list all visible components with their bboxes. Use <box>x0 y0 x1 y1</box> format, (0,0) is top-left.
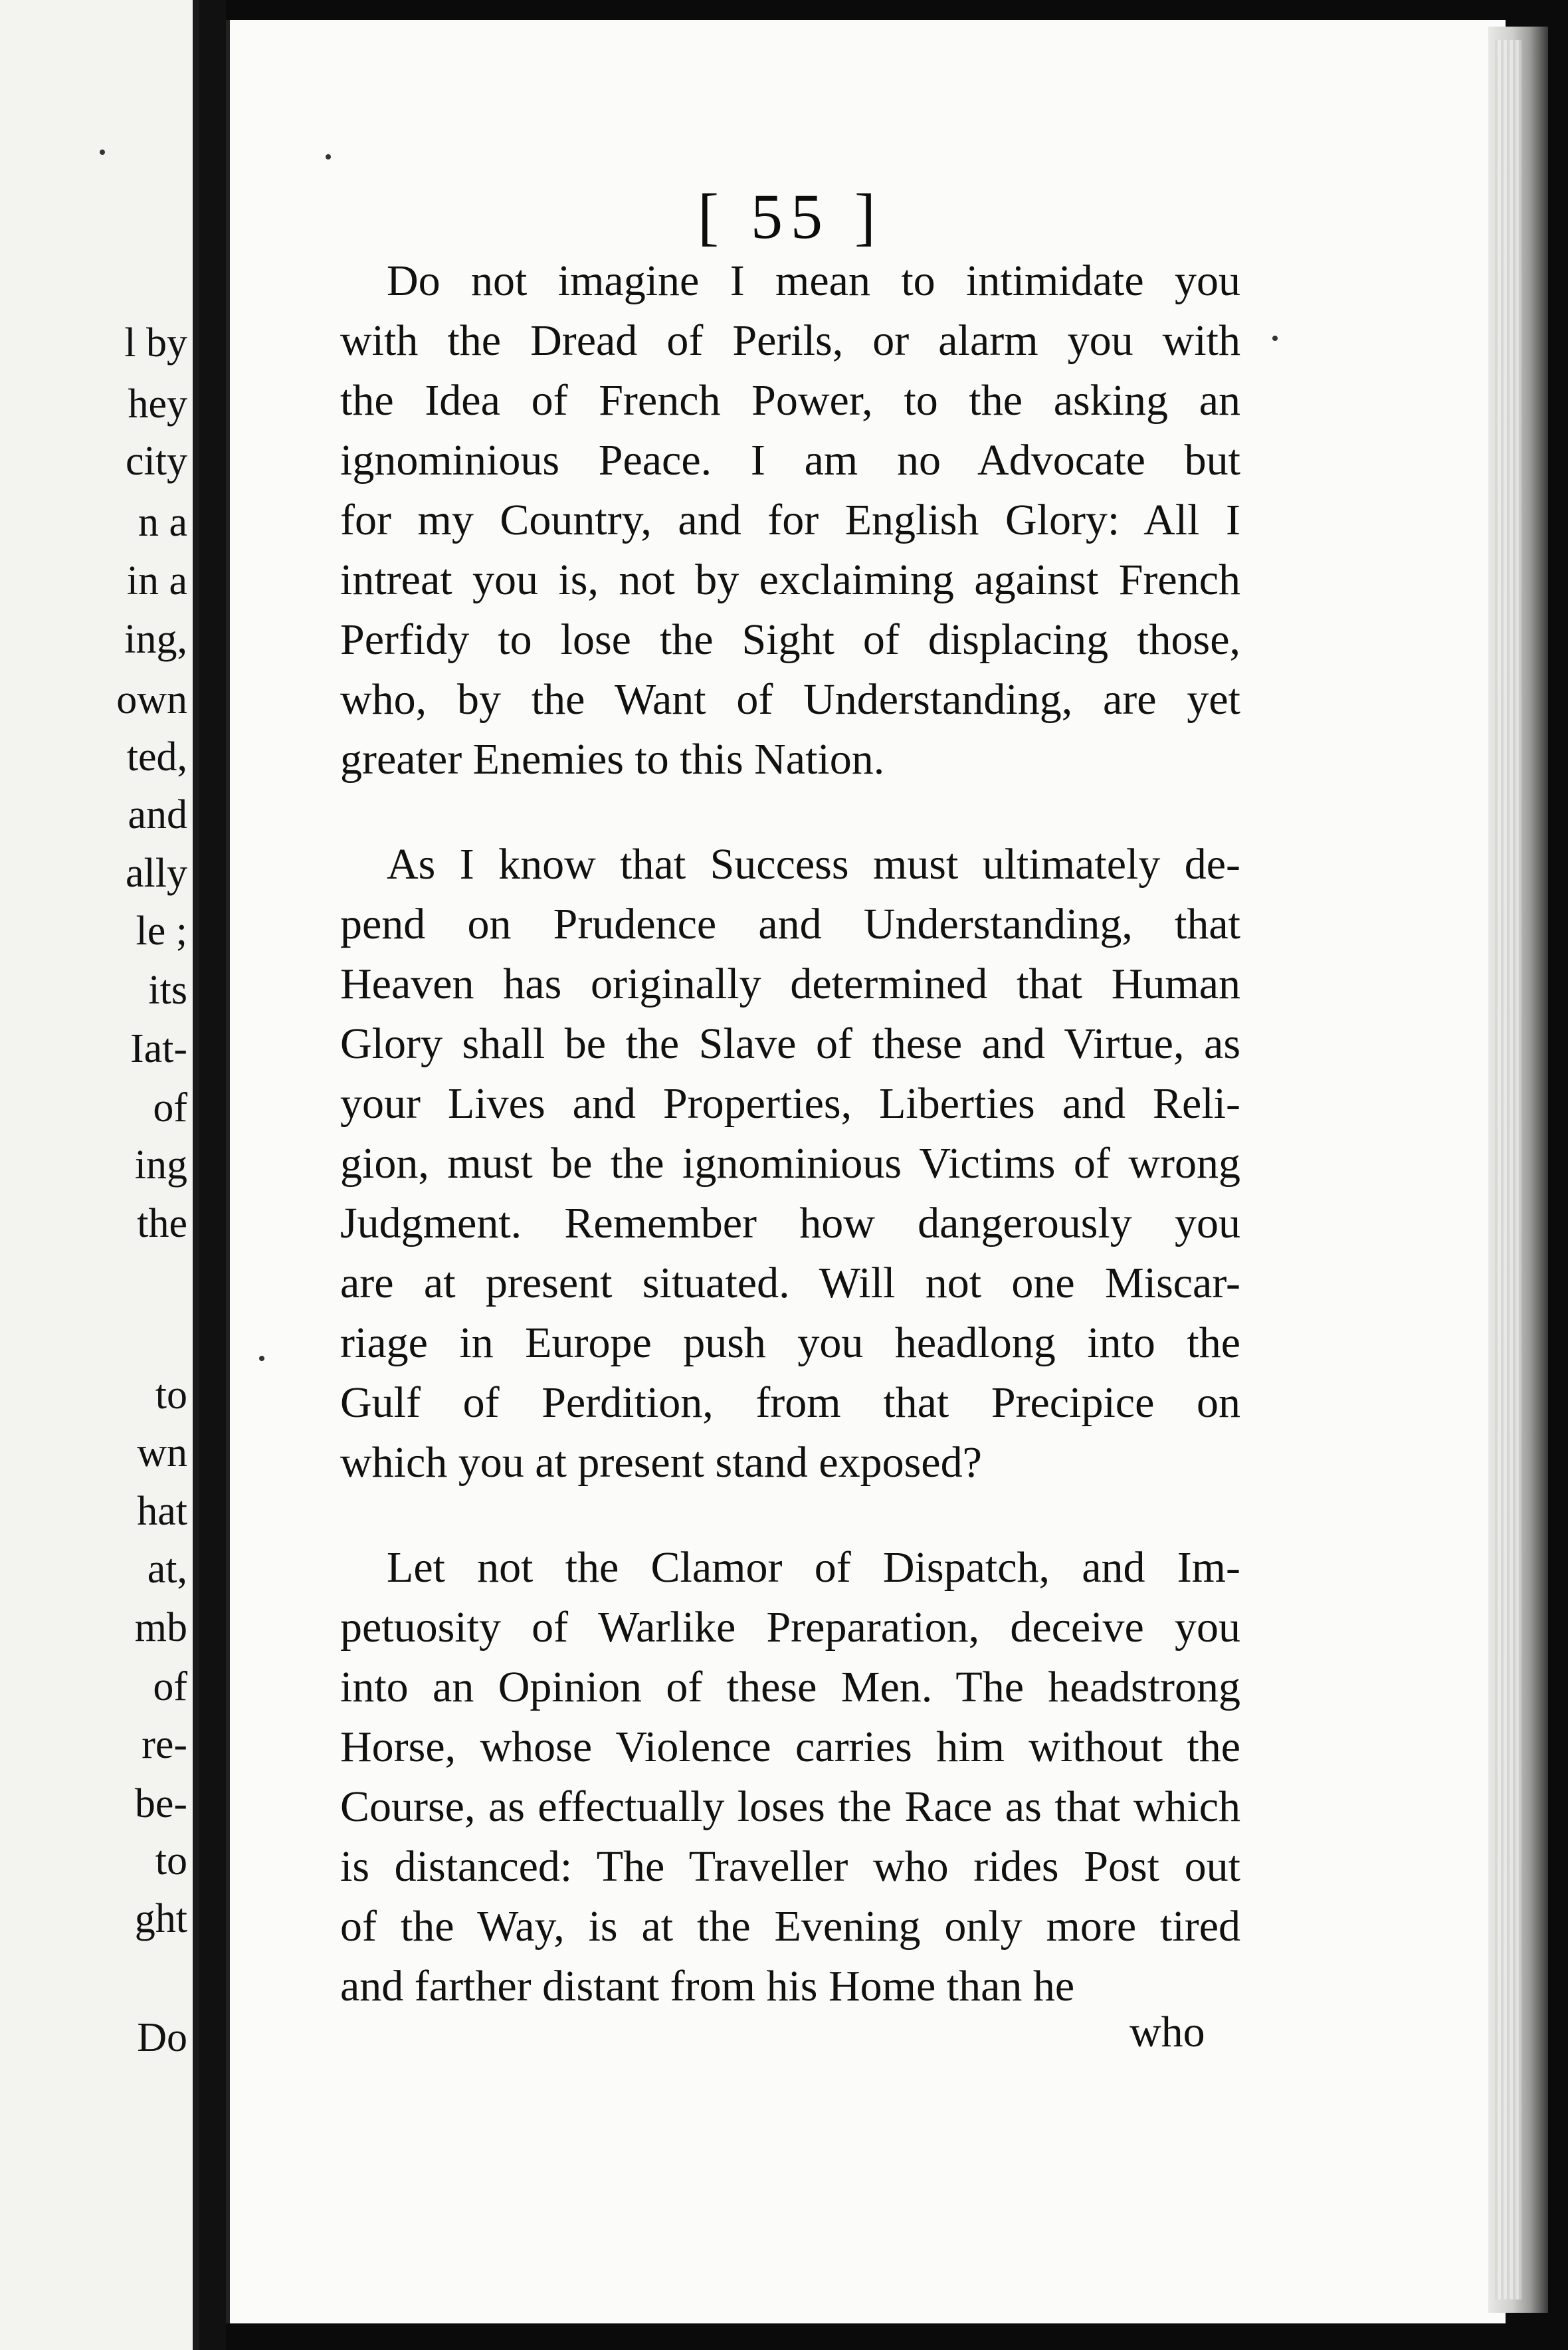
text-line: As I know that Success must ultimately de- <box>387 840 1240 889</box>
text-line: who, by the Want of Understanding, are yet <box>340 675 1240 724</box>
previous-page-fragment: to <box>155 1372 187 1418</box>
text-line: Gulf of Perdition, from that Precipice on <box>340 1378 1240 1427</box>
text-line: Let not the Clamor of Dispatch, and Im- <box>387 1543 1240 1592</box>
previous-page-fragment: of <box>153 1085 187 1130</box>
text-line: of the Way, is at the Evening only more tired <box>340 1902 1240 1951</box>
body-text <box>340 251 1240 2016</box>
page-stack-lines <box>1495 40 1521 2299</box>
binding-gutter <box>199 0 226 2350</box>
previous-page-fragment: to <box>155 1838 187 1883</box>
text-line: ignominious Peace. I am no Advocate but <box>340 436 1240 484</box>
catchword: who <box>1129 2008 1205 2056</box>
text-line: riage in Europe push you headlong into the <box>340 1319 1240 1367</box>
text-line: gion, must be the ignominious Victims of wrong <box>340 1139 1240 1188</box>
previous-page-fragment: hat <box>137 1489 187 1534</box>
ink-speck <box>1272 336 1278 341</box>
previous-page-fragment: ing <box>134 1142 187 1188</box>
previous-page-fragment: le ; <box>136 908 187 954</box>
ink-speck <box>326 154 331 160</box>
previous-page-fragment: mb <box>134 1605 187 1650</box>
text-line: Do not imagine I mean to intimidate you <box>387 257 1240 305</box>
text-line: with the Dread of Perils, or alarm you with <box>340 316 1240 365</box>
previous-page-fragment: city <box>126 439 187 484</box>
previous-page-fragment: at, <box>147 1547 187 1592</box>
text-line: the Idea of French Power, to the asking an <box>340 376 1240 425</box>
text-line: Perfidy to lose the Sight of displacing those, <box>340 615 1240 664</box>
previous-page-fragment: ght <box>134 1896 187 1941</box>
previous-page-fragment: wn <box>137 1430 187 1475</box>
previous-page-fragment: re- <box>142 1722 187 1767</box>
previous-page-fragment: hey <box>128 381 187 427</box>
previous-page-fragment: Do <box>137 2015 187 2060</box>
ink-speck <box>259 1356 264 1361</box>
text-line: are at present situated. Will not one Miscar- <box>340 1259 1240 1307</box>
paragraph <box>340 1538 1240 2016</box>
previous-page-fragment: n a <box>138 500 187 545</box>
previous-page-fragment: l by <box>124 320 187 366</box>
previous-page-fragment: own <box>116 677 187 722</box>
text-line: for my Country, and for English Glory: All I <box>340 496 1240 544</box>
text-line: pend on Prudence and Understanding, that <box>340 900 1240 948</box>
text-line: intreat you is, not by exclaiming against French <box>340 556 1240 604</box>
text-line: Glory shall be the Slave of these and Virtue, as <box>340 1019 1240 1068</box>
text-line: petuosity of Warlike Preparation, deceive you <box>340 1603 1240 1652</box>
previous-page-fragment: in a <box>126 558 187 603</box>
text-line: greater Enemies to this Nation. <box>340 735 885 784</box>
previous-page-fragment: of <box>153 1664 187 1709</box>
text-line: is distanced: The Traveller who rides Post out <box>340 1842 1240 1891</box>
ink-speck <box>100 150 105 155</box>
text-line: into an Opinion of these Men. The headstrong <box>340 1663 1240 1711</box>
previous-page-fragment: ally <box>126 851 187 896</box>
text-line: Judgment. Remember how dangerously you <box>340 1199 1240 1247</box>
previous-page-fragment: the <box>137 1201 187 1246</box>
previous-page-fragment: be- <box>134 1781 187 1826</box>
paragraph <box>340 251 1240 790</box>
text-line: Course, as effectually loses the Race as that which <box>340 1782 1240 1831</box>
text-line: your Lives and Properties, Liberties and Reli- <box>340 1079 1240 1128</box>
previous-page-edge <box>0 0 199 2350</box>
text-line: Horse, whose Violence carries him without the <box>340 1723 1240 1771</box>
text-line: Heaven has originally determined that Human <box>340 960 1240 1008</box>
previous-page-fragment: and <box>128 792 187 837</box>
page-number: [ 55 ] <box>698 181 884 252</box>
previous-page-fragment: ing, <box>124 617 187 662</box>
previous-page-fragment: Iat- <box>130 1026 187 1071</box>
previous-page-fragment: its <box>148 968 187 1013</box>
text-line: which you at present stand exposed? <box>340 1438 982 1487</box>
text-line: and farther distant from his Home than he <box>340 1962 1075 2010</box>
previous-page-gutter-shadow <box>193 0 199 2350</box>
previous-page-fragment: ted, <box>126 734 187 780</box>
paragraph <box>340 835 1240 1493</box>
